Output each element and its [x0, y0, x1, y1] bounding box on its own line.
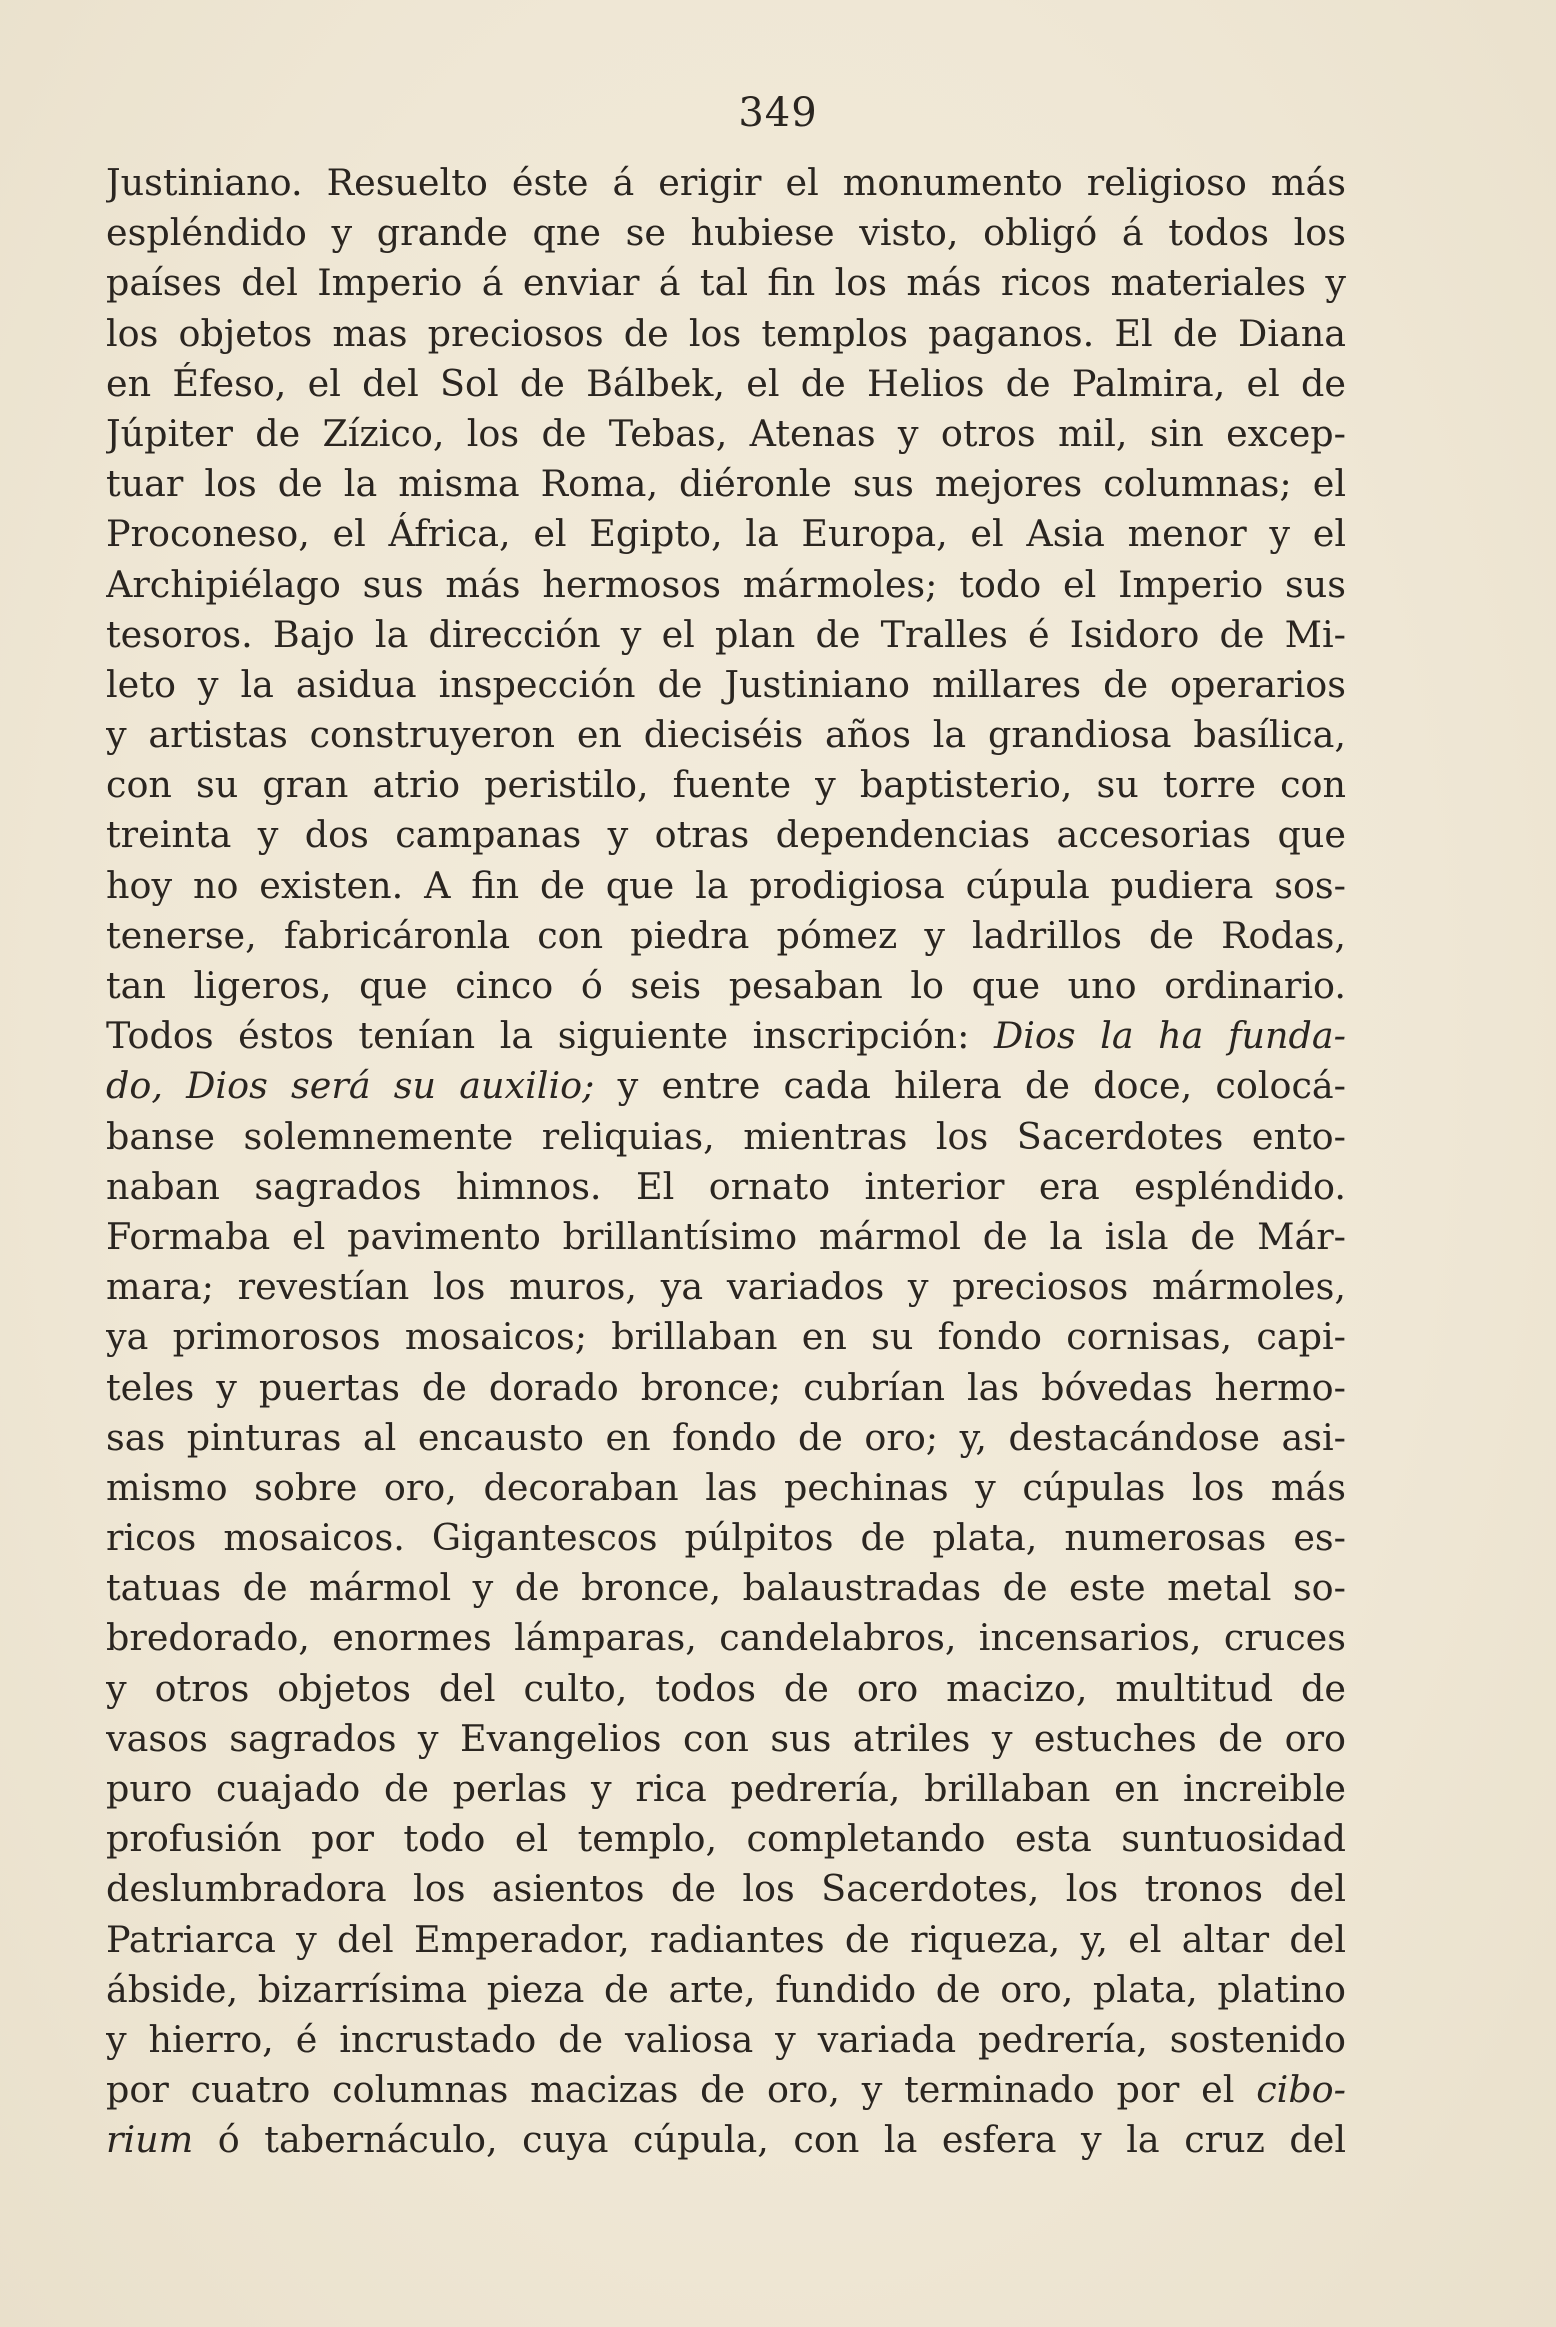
text-line — [106, 1413, 1346, 1463]
text-line — [106, 911, 1346, 961]
line-text: tenerse, fabricáronla con piedra pómez y ladrillos de Rodas, — [106, 913, 1346, 957]
page-number: 349 — [738, 90, 818, 136]
line-text: bredorado, enormes lámparas, candelabros, incensarios, cruces — [106, 1616, 1346, 1660]
text-line — [106, 560, 1346, 610]
line-text: hoy no existen. A fin de que la prodigiosa cúpula pudiera sos- — [106, 863, 1346, 907]
line-text: en Éfeso, el del Sol de Bálbek, el de Helios de Palmira, el de — [106, 361, 1346, 405]
text-line — [106, 760, 1346, 810]
line-text: Formaba el pavimento brillantísimo mármol de la isla de Már- — [106, 1214, 1346, 1258]
line-text: ábside, bizarrísima pieza de arte, fundido de oro, plata, platino — [106, 1967, 1346, 2011]
text-line — [106, 1262, 1346, 1312]
text-line — [106, 158, 1346, 208]
text-line — [106, 1563, 1346, 1613]
line-text: con su gran atrio peristilo, fuente y baptisterio, su torre con — [106, 763, 1346, 807]
line-text: leto y la asidua inspección de Justiniano millares de operarios — [106, 662, 1346, 706]
text-line — [106, 810, 1346, 860]
text-line — [106, 258, 1346, 308]
line-text: naban sagrados himnos. El ornato interior era espléndido. — [106, 1164, 1346, 1208]
italic-text: rium — [106, 2118, 194, 2162]
text-line — [106, 861, 1346, 911]
line-text: teles y puertas de dorado bronce; cubrían las bóvedas hermo- — [106, 1365, 1346, 1409]
text-line — [106, 1463, 1346, 1513]
line-text: treinta y dos campanas y otras dependencias accesorias que — [106, 813, 1346, 857]
text-line — [106, 2015, 1346, 2065]
line-text: Júpiter de Zízico, los de Tebas, Atenas y otros mil, sin excep- — [106, 411, 1346, 455]
text-line — [106, 1864, 1346, 1914]
italic-text: do, Dios será su auxilio; — [106, 1064, 595, 1108]
line-text: Todos éstos tenían la siguiente inscripción: — [106, 1014, 994, 1058]
text-line — [106, 1613, 1346, 1663]
line-text: vasos sagrados y Evangelios con sus atriles y estuches de oro — [106, 1716, 1346, 1760]
line-text: deslumbradora los asientos de los Sacerdotes, los tronos del — [106, 1867, 1346, 1911]
italic-text: Dios la ha funda- — [993, 1014, 1346, 1058]
text-line — [106, 1112, 1346, 1162]
line-text: ricos mosaicos. Gigantescos púlpitos de plata, numerosas es- — [106, 1516, 1346, 1560]
text-line — [106, 1764, 1346, 1814]
line-text: espléndido y grande qne se hubiese visto, obligó á todos los — [106, 211, 1346, 255]
italic-text: cibo- — [1256, 2068, 1346, 2112]
text-line — [106, 1312, 1346, 1362]
line-text: Archipiélago sus más hermosos mármoles; todo el Imperio sus — [106, 562, 1346, 606]
line-text: por cuatro columnas macizas de oro, y terminado por el — [106, 2068, 1257, 2112]
line-text: tuar los de la misma Roma, diéronle sus mejores columnas; el — [106, 462, 1346, 506]
text-line — [106, 1965, 1346, 2015]
line-text: y hierro, é incrustado de valiosa y variada pedrería, sostenido — [106, 2017, 1346, 2061]
text-line — [106, 359, 1346, 409]
text-line — [106, 1363, 1346, 1413]
line-text: profusión por todo el templo, completando esta suntuosidad — [106, 1817, 1346, 1861]
line-text: Justiniano. Resuelto éste á erigir el monumento religioso más — [106, 161, 1346, 204]
line-text: sas pinturas al encausto en fondo de oro; y, destacándose asi- — [106, 1415, 1346, 1459]
text-line — [106, 1212, 1346, 1262]
line-text: ó tabernáculo, cuya cúpula, con la esfera y la cruz del — [193, 2118, 1346, 2162]
text-line — [106, 2065, 1346, 2115]
line-text: banse solemnemente reliquias, mientras los Sacerdotes ento- — [106, 1114, 1346, 1158]
text-line — [106, 1714, 1346, 1764]
text-line — [106, 961, 1346, 1011]
line-text: países del Imperio á enviar á tal fin los más ricos materiales y — [106, 261, 1346, 305]
line-text: mismo sobre oro, decoraban las pechinas y cúpulas los más — [106, 1465, 1346, 1509]
line-text: y otros objetos del culto, todos de oro macizo, multitud de — [106, 1666, 1346, 1710]
line-text: Proconeso, el África, el Egipto, la Europa, el Asia menor y el — [106, 512, 1346, 556]
line-text: mara; revestían los muros, ya variados y preciosos mármoles, — [106, 1265, 1346, 1309]
text-line — [106, 610, 1346, 660]
line-text: ya primorosos mosaicos; brillaban en su fondo cornisas, capi- — [106, 1315, 1346, 1359]
text-line — [106, 1061, 1346, 1111]
text-line — [106, 509, 1346, 559]
text-line — [106, 459, 1346, 509]
text-line — [106, 1162, 1346, 1212]
text-line — [106, 1011, 1346, 1061]
line-text: los objetos mas preciosos de los templos paganos. El de Diana — [106, 311, 1346, 355]
line-text: y entre cada hilera de doce, colocá- — [594, 1064, 1346, 1108]
text-line — [106, 309, 1346, 359]
text-line — [106, 1814, 1346, 1864]
text-line — [106, 1915, 1346, 1965]
text-line — [106, 710, 1346, 760]
line-text: tatuas de mármol y de bronce, balaustradas de este metal so- — [106, 1566, 1346, 1610]
text-line — [106, 1513, 1346, 1563]
line-text: y artistas construyeron en dieciséis años la grandiosa basílica, — [106, 713, 1346, 757]
text-line — [106, 660, 1346, 710]
line-text: tan ligeros, que cinco ó seis pesaban lo que uno ordinario. — [106, 964, 1346, 1007]
line-text: Patriarca y del Emperador, radiantes de riqueza, y, el altar del — [106, 1917, 1346, 1961]
line-text: puro cuajado de perlas y rica pedrería, brillaban en increible — [106, 1767, 1346, 1810]
text-line — [106, 409, 1346, 459]
line-text: tesoros. Bajo la dirección y el plan de Tralles é Isidoro de Mi- — [106, 612, 1346, 656]
text-line — [106, 1664, 1346, 1714]
body-text — [106, 158, 1346, 2166]
text-line — [106, 208, 1346, 258]
text-line — [106, 2115, 1346, 2165]
